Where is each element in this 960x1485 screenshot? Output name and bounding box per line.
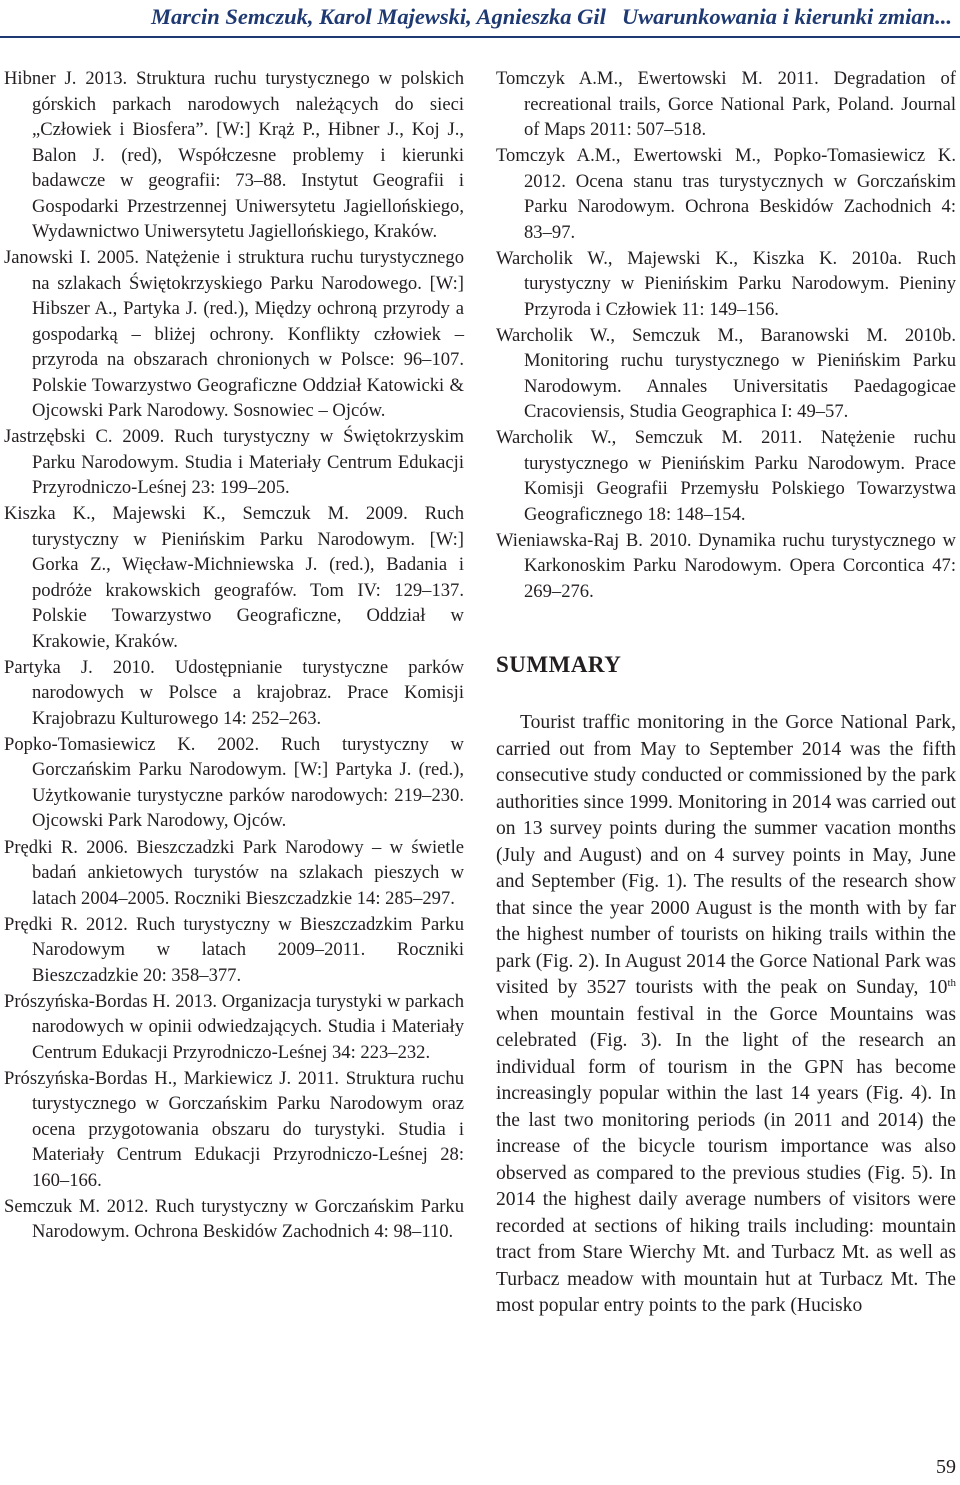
reference-entry: Wieniawska-Raj B. 2010. Dynamika ruchu turystycznego w Karkonoskim Parku Narodowym. Opera Corcontica 47: 269–276. [496, 529, 956, 602]
reference-entry: Prędki R. 2012. Ruch turystyczny w Bieszczadzkim Parku Narodowym w latach 2009–2011. Roczniki Bieszczadzkie 20: 358–377. [4, 913, 464, 986]
reference-entry: Warcholik W., Semczuk M. 2011. Natężenie ruchu turystycznego w Pienińskim Parku Narodowym. Prace Komisji Geografii Przemysłu Polskiego Towarzystwa Geograficznego 18: 148–154. [496, 427, 956, 525]
reference-entry: Janowski I. 2005. Natężenie i struktura ruchu turystycznego na szlakach Świętokrzyskiego Parku Narodowego. [W:] Hibszer A., Partyka J. (red.), Między ochroną przyrody a gospodarką – bliżej ochrony. Konflikty człowiek – przyroda na obszarach chronionych w Polsce: 96–107. Polskie Towarzystwo Geograficzne Oddział Katowicki & Ojcowski Park Narodowy. Sosnowiec – Ojców. [4, 247, 464, 422]
right-column [496, 66, 956, 1320]
reference-entry: Tomczyk A.M., Ewertowski M. 2011. Degradation of recreational trails, Gorce National Park, Poland. Journal of Maps 2011: 507–518. [496, 68, 956, 140]
ordinal-superscript: th [947, 977, 956, 990]
header-title: Uwarunkowania i kierunki zmian... [621, 4, 952, 29]
summary-heading: SUMMARY [496, 652, 622, 678]
reference-entry: Warcholik W., Majewski K., Kiszka K. 2010a. Ruch turystyczny w Pienińskim Parku Narodowym. Pieniny Przyroda i Człowiek 11: 149–156. [496, 247, 956, 320]
reference-entry: Prószyńska-Bordas H., Markiewicz J. 2011. Struktura ruchu turystycznego w Gorczańskim Parku Narodowym oraz ocena przygotowania obszaru do turystyki. Studia i Materiały Centrum Edukacji Przyrodniczo-Leśnej 28: 160–166. [4, 1067, 464, 1191]
reference-entry: Prędki R. 2006. Bieszczadzki Park Narodowy – w świetle badań ankietowych turystów na szlakach pieszych w latach 2004–2005. Roczniki Bieszczadzkie 14: 285–297. [4, 836, 464, 909]
reference-entry: Prószyńska-Bordas H. 2013. Organizacja turystyki w parkach narodowych w opinii odwiedzających. Studia i Materiały Centrum Edukacji Przyrodniczo-Leśnej 34: 223–232. [4, 990, 464, 1063]
running-header [0, 2, 952, 32]
reference-entry: Partyka J. 2010. Udostępnianie turystyczne parków narodowych w Polsce a krajobraz. Prace Komisji Krajobrazu Kulturowego 14: 252–263. [4, 656, 464, 729]
reference-entry: Hibner J. 2013. Struktura ruchu turystycznego w polskich górskich parkach narodowych należących do sieci „Człowiek i Biosfera”. [W:] Krąż P., Hibner J., Koj J., Balon J. (red), Współczesne problemy i kierunki badawcze w geografii: 73–88. Instytut Geografii i Gospodarki Przestrzennej Uniwersytetu Jagiellońskiego, Wydawnictwo Uniwersytetu Jagiellońskiego, Kraków. [4, 68, 464, 242]
reference-entry: Warcholik W., Semczuk M., Baranowski M. 2010b. Monitoring ruchu turystycznego w Pienińskim Parku Narodowym. Annales Universitatis Paedagogicae Cracoviensis, Studia Geographica I: 49–57. [496, 324, 956, 423]
references-left-column [4, 66, 464, 1246]
reference-entry: Kiszka K., Majewski K., Semczuk M. 2009. Ruch turystyczny w Pienińskim Parku Narodowym. [W:] Gorka Z., Więcław-Michniewska J. (red.), Badania i podróże krakowskich geografów. Tom IV: 129–137. Polskie Towarzystwo Geograficzne, Oddział w Krakowie, Kraków. [4, 503, 464, 652]
reference-entry: Semczuk M. 2012. Ruch turystyczny w Gorczańskim Parku Narodowym. Ochrona Beskidów Zachodnich 4: 98–110. [4, 1195, 464, 1243]
summary-text-part1: Tourist traffic monitoring in the Gorce National Park, carried out from May to September 2014 was the fifth consecutive study conducted or commissioned by the park authorities since 1999. Monitoring in 2014 was carried out on 13 survey points during the summer vacation months (July and August) and on 4 survey points in May, June and September (Fig. 1). The results of the research show that since the year 2000 August is the month with by far the highest number of tourists on hiking trails within the park (Fig. 2). In August 2014 the Gorce National Park was visited by 3527 tourists with the peak on Sunday, 10 [496, 712, 956, 999]
reference-entry: Jastrzębski C. 2009. Ruch turystyczny w Świętokrzyskim Parku Narodowym. Studia i Materiały Centrum Edukacji Przyrodniczo-Leśnej 23: 199–205. [4, 426, 464, 499]
summary-paragraph [496, 710, 956, 1320]
reference-entry: Tomczyk A.M., Ewertowski M., Popko-Tomasiewicz K. 2012. Ocena stanu tras turystycznych w Gorczańskim Parku Narodowym. Ochrona Beskidów Zachodnich 4: 83–97. [496, 145, 956, 243]
page-number: 59 [936, 1456, 956, 1478]
summary-text-part2: when mountain festival in the Gorce Mountains was celebrated (Fig. 3). In the light of the research an individual form of tourism in the GPN has become increasingly popular within the last 14 years (Fig. 4). In the last two monitoring periods (in 2011 and 2014) the increase of the bicycle tourism importance was also observed as compared to the previous studies (Fig. 5). In 2014 the highest daily average numbers of visitors were recorded at sections of hiking trails including: mountain tract from Stare Wierchy Mt. and Turbacz Mt. as well as Turbacz meadow with mountain hut at Turbacz Mt. The most popular entry points to the park (Hucisko [496, 1003, 956, 1317]
reference-entry: Popko-Tomasiewicz K. 2002. Ruch turystyczny w Gorczańskim Parku Narodowym. [W:] Partyka J. (red.), Użytkowanie turystyczne parków narodowych: 219–230. Ojcowski Park Narodowy, Ojców. [4, 733, 464, 832]
header-authors: Marcin Semczuk, Karol Majewski, Agnieszka Gil [151, 4, 606, 29]
header-rule [0, 36, 960, 38]
